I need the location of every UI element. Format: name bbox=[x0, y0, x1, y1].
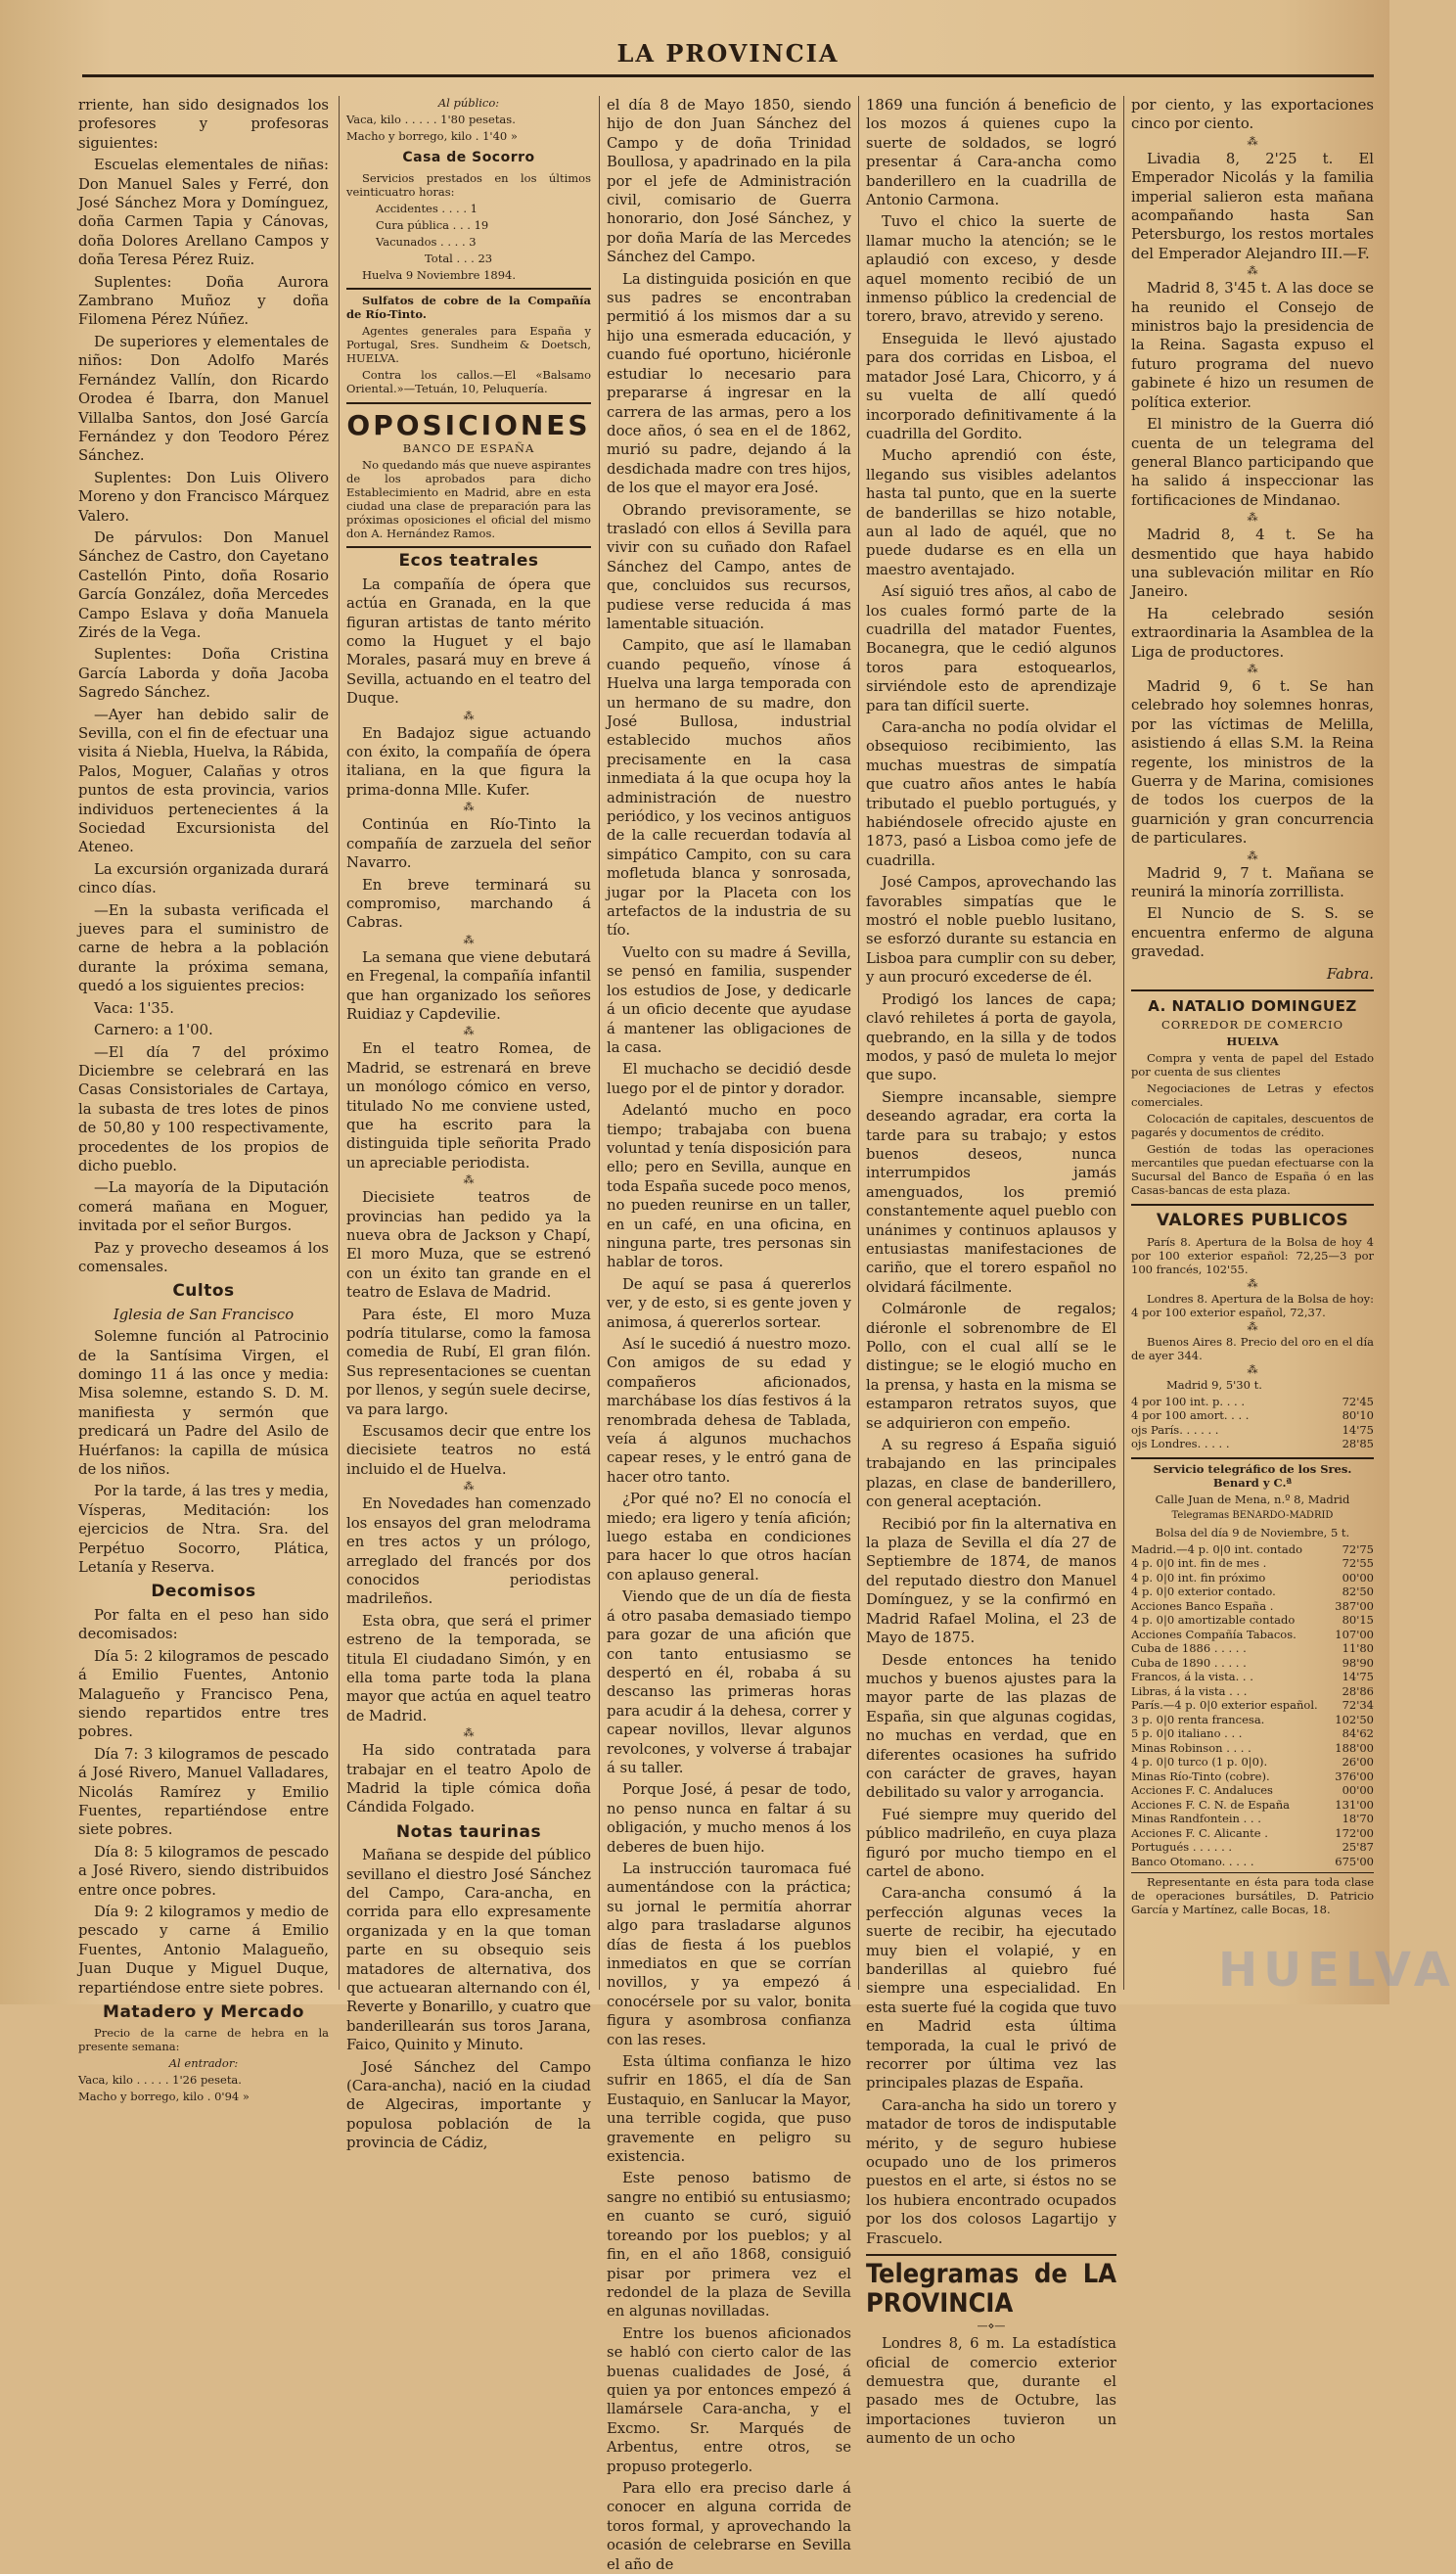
column-5 bbox=[1131, 96, 1374, 1990]
paragraph: Negociaciones de Letras y efectos comerciales. bbox=[1131, 1081, 1374, 1110]
table-row bbox=[1131, 1641, 1374, 1656]
price-line: Vaca, kilo . . . . . 1'26 peseta. bbox=[78, 2073, 242, 2088]
row-label: ojs París. . . . . . bbox=[1131, 1422, 1219, 1437]
paragraph: Contra los callos.—El «Balsamo Oriental.»—Tetuán, 10, Peluquería. bbox=[346, 368, 591, 396]
table-row bbox=[1131, 1741, 1374, 1756]
row-value: 28'85 bbox=[1342, 1437, 1374, 1451]
paragraph: Cara-ancha no podía olvidar el obsequioso recibimiento, las muchas muestras de simpatía que cuatro años antes le había tributado el pueblo portugués, y habiéndosele ofrecido ajuste en 1873, pasó a Lisboa como jefe de cuadrilla. bbox=[866, 719, 1116, 869]
paragraph: Suplentes: Doña Aurora Zambrano Muñoz y doña Filomena Pérez Núñez. bbox=[78, 273, 329, 329]
table-row bbox=[1131, 1684, 1374, 1699]
table-row bbox=[1131, 1437, 1374, 1451]
paragraph: De párvulos: Don Manuel Sánchez de Castro, don Cayetano Castellón Pinto, doña Rosario García González, doña Mercedes Campo Eslava y doña Manuela Zirés de la Vega. bbox=[78, 529, 329, 641]
column-rule bbox=[858, 96, 859, 1990]
quotes-table bbox=[1131, 1395, 1374, 1451]
separator-stars: ⁂ bbox=[463, 933, 475, 946]
price-line: Vaca, kilo . . . . . 1'80 pesetas. bbox=[346, 113, 516, 126]
row-value: 14'75 bbox=[1342, 1670, 1374, 1684]
row-value: 72'55 bbox=[1342, 1556, 1374, 1571]
section-heading: Matadero y Mercado bbox=[103, 2002, 304, 2022]
row-value: 00'00 bbox=[1342, 1783, 1374, 1798]
paragraph: Vaca: 1'35. bbox=[94, 999, 174, 1017]
paragraph: Buenos Aires 8. Precio del oro en el día de ayer 344. bbox=[1131, 1334, 1374, 1362]
paragraph: Al entrador: bbox=[168, 2056, 239, 2071]
row-value: 82'50 bbox=[1342, 1585, 1374, 1599]
column-rule bbox=[1123, 96, 1124, 1990]
separator-stars: ⁂ bbox=[463, 1726, 475, 1740]
separator-stars: ⁂ bbox=[463, 1173, 475, 1187]
paragraph: De superiores y elementales de niños: Don Adolfo Marés Fernández Vallín, don Ricardo Orodea é Ibarra, don Manuel Villalba Santos, don José García Fernández y don Teodoro Pérez Sánchez. bbox=[78, 333, 329, 465]
row-value: 26'00 bbox=[1342, 1755, 1374, 1770]
paragraph: Mañana se despide del público sevillano el diestro José Sánchez del Campo, Cara-ancha, en corrida para ello expresamente organizada y en la que toman parte en su obsequio seis matadores de alternativa, dos que actuearan alternando con él, Reverte y Bonarillo, y cuatro que banderillearán sus toros Jarana, Faico, Quinito y Minuto. bbox=[346, 1847, 591, 2054]
row-value: 131'00 bbox=[1335, 1797, 1374, 1812]
table-row bbox=[1131, 1840, 1374, 1855]
paragraph: Por la tarde, á las tres y media, Vísperas, Meditación: los ejercicios de Ntra. Sra. del Perpétuo Socorro, Plática, Letanía y Reserva. bbox=[78, 1483, 329, 1577]
paragraph: Viendo que de un día de fiesta á otro pasaba demasiado tiempo para gozar de una afición que con tanto entusiasmo se despertó en él, robaba á su descanso las primeras horas para acudir á la dehesa, correr y capear novillos, llevar algunos revolcones, y volverse á trabajar á su taller. bbox=[607, 1588, 851, 1776]
paragraph: Ha sido contratada para trabajar en el teatro Apolo de Madrid la tiple cómica doña Cándida Folgado. bbox=[346, 1742, 591, 1816]
paragraph: Esta última confianza le hizo sufrir en 1865, el día de San Eustaquio, en Sanlucar la Mayor, una terrible cogida, que puso gravemente en peligro su existencia. bbox=[607, 2053, 851, 2166]
table-row bbox=[1131, 1713, 1374, 1727]
section-heading: Casa de Socorro bbox=[402, 150, 535, 165]
row-label: Francos, á la vista. . . bbox=[1131, 1670, 1253, 1684]
stat-line: Accidentes . . . . 1 bbox=[376, 202, 478, 216]
paragraph: Prodigó los lances de capa; clavó rehiletes á porta de gayola, quebrando, en la silla y de todos modos, y pasó de muleta lo mejor que supo. bbox=[866, 990, 1116, 1084]
paragraph: 1869 una función á beneficio de los mozos á quienes cupo la suerte de soldados, se logró presentar á Cara-ancha como banderillero en la cuadrilla de Antonio Carmona. bbox=[866, 97, 1116, 209]
row-label: Cuba de 1886 . . . . . bbox=[1131, 1641, 1247, 1656]
separator-stars: ⁂ bbox=[1247, 662, 1258, 675]
separator-stars: ⁂ bbox=[1247, 849, 1258, 862]
column-4 bbox=[866, 96, 1116, 2448]
paragraph: Madrid 9, 5'30 t. bbox=[1166, 1377, 1262, 1392]
paragraph: De aquí se pasa á quererlos ver, y de esto, si es gente joven y animosa, á quererlos sortear. bbox=[607, 1275, 851, 1331]
advertisement-box bbox=[346, 288, 591, 404]
paragraph: Servicios prestados en los últimos veinticuatro horas: bbox=[346, 171, 591, 200]
separator-stars: ⁂ bbox=[1247, 134, 1258, 148]
table-row bbox=[1131, 1599, 1374, 1614]
row-value: 107'00 bbox=[1335, 1627, 1374, 1641]
paragraph: Diecisiete teatros de provincias han pedido ya la nueva obra de Jackson y Chapí, El moro Muza, que se estrenó con un éxito tan grande en el teatro de Eslava de Madrid. bbox=[346, 1189, 591, 1302]
paragraph: Desde entonces ha tenido muchos y buenos ajustes para la mayor parte de las plazas de España, sin que algunas cogidas, no muchas en verdad, que en diferentes ocasiones ha sufrido con carácter de graves, hayan debilitado su valor y arrogancia. bbox=[866, 1651, 1116, 1802]
paragraph: Para éste, El moro Muza podría titularse, como la famosa comedia de Rubí, El gran filón. Sus representaciones se cuentan por llenos, y según suele decirse, va para largo. bbox=[346, 1306, 591, 1418]
section-heading: Cultos bbox=[172, 1281, 235, 1302]
table-row bbox=[1131, 1613, 1374, 1628]
row-value: 172'00 bbox=[1335, 1825, 1374, 1840]
table-row bbox=[1131, 1556, 1374, 1571]
paragraph: Campito, que así le llamaban cuando pequeño, vínose á Huelva una larga temporada con un hermano de su madre, don José Bullosa, industrial establecido muchos años precisamente en la casa inmediata á la que ocupa hoy la administración de nuestro periódico, y los vecinos antiguos de la calle recuerdan todavía al simpático Campito, con su cara mofletuda blanca y sonrosada, jugar por la Placeta con los artefactos de la industria de su tío. bbox=[607, 637, 851, 940]
masthead-title: LA PROVINCIA bbox=[616, 39, 840, 68]
masthead-rule bbox=[82, 74, 1374, 77]
row-value: 11'80 bbox=[1342, 1641, 1374, 1656]
row-value: 72'75 bbox=[1342, 1541, 1374, 1556]
paragraph: José Sánchez del Campo (Cara-ancha), nació en la ciudad de Algeciras, importante y populosa población de la provincia de Cádiz, bbox=[346, 2058, 591, 2152]
row-label: 3 p. 0|0 renta francesa. bbox=[1131, 1712, 1265, 1726]
advertisement-box bbox=[1131, 989, 1374, 1206]
row-label: Minas Robinson . . . . bbox=[1131, 1740, 1251, 1755]
row-label: Minas Río-Tinto (cobre). bbox=[1131, 1769, 1270, 1783]
paragraph: Madrid 9, 6 t. Se han celebrado hoy solemnes honras, por las víctimas de Melilla, asistiendo á ellas S.M. la Reina regente, los ministros de la Guerra y de Marina, comisiones de todos los cuerpos de la guarnición y gran concurrencia de particulares. bbox=[1131, 677, 1374, 848]
table-row bbox=[1131, 1571, 1374, 1586]
row-label: Madrid.—4 p. 0|0 int. contado bbox=[1131, 1541, 1303, 1556]
paragraph: Escusamos decir que entre los diecisiete teatros no está incluido el de Huelva. bbox=[346, 1423, 591, 1478]
separator-stars: ⁂ bbox=[1247, 1276, 1258, 1290]
row-label: Acciones Compañía Tabacos. bbox=[1131, 1627, 1297, 1641]
stat-line: Vacunados . . . . 3 bbox=[376, 235, 477, 250]
separator-stars: ⁂ bbox=[463, 709, 475, 722]
paragraph: Solemne función al Patrocinio de la Santísima Virgen, el domingo 11 á las once y media: Misa solemne, estando S. D. M. manifiesta y sermón que predicará un Padre del Asilo de Huérfanos: la capilla de música de los niños. bbox=[78, 1328, 329, 1479]
column-3 bbox=[607, 96, 851, 2573]
paragraph: el día 8 de Mayo 1850, siendo hijo de don Juan Sánchez del Campo y de doña Trinidad Boullosa, y apadrinado en la pila por el jefe de Administración civil, comisario de Guerra honorario, don José Sánchez, y por doña María de las Mercedes Sánchez del Campo. bbox=[607, 97, 851, 266]
paragraph: Colmáronle de regalos; diéronle el sobrenombre de El Pollo, con el cual allí se le distingue; se le elogió mucho en la prensa, y hasta en la misma se estamparon retratos suyos, que se adquirieron con empeño. bbox=[866, 1301, 1116, 1432]
table-row bbox=[1131, 1855, 1374, 1869]
paragraph: por ciento, y las exportaciones cinco por ciento. bbox=[1131, 97, 1374, 133]
paragraph: A su regreso á España siguió trabajando en las principales plazas, en clase de banderillero, con general aceptación. bbox=[866, 1437, 1116, 1511]
row-label: Minas Randfontein . . . bbox=[1131, 1812, 1261, 1826]
telegram-header bbox=[866, 2254, 1116, 2331]
paragraph: Entre los buenos aficionados se habló con cierto calor de las buenas cualidades de José, á quien ya por entonces empezó á llamársele Cara-ancha, y el Excmo. Sr. Marqués de Arbentus, entre otros, se propuso protegerlo. bbox=[607, 2324, 851, 2475]
paragraph: El ministro de la Guerra dió cuenta de un telegrama del general Blanco participando que ha salido á inspeccionar las fortificaciones de Mindanao. bbox=[1131, 416, 1374, 509]
paragraph: Carnero: a 1'00. bbox=[94, 1022, 213, 1039]
paragraph: Escuelas elementales de niñas: Don Manuel Sales y Ferré, don José Sánchez Mora y Domínguez, doña Carmen Tapia y Cánovas, doña Dolores Arellano Campos y doña Teresa Pérez Ruiz. bbox=[78, 157, 329, 269]
paragraph: Recibió por fin la alternativa en la plaza de Sevilla el día 27 de Septiembre de 1874, de manos del reputado diestro don Manuel Domínguez, y se la confirmó en Madrid Rafael Molina, el 23 de Mayo de 1875. bbox=[866, 1515, 1116, 1647]
section-heading: VALORES PUBLICOS bbox=[1156, 1211, 1349, 1231]
separator-stars: ⁂ bbox=[1247, 1319, 1258, 1333]
paragraph: El Nuncio de S. S. se encuentra enfermo de alguna gravedad. bbox=[1131, 905, 1374, 961]
row-value: 188'00 bbox=[1335, 1740, 1374, 1755]
table-row bbox=[1131, 1812, 1374, 1826]
paragraph: Gestión de todas las operaciones mercantiles que puedan efectuarse con la Sucursal del Banco de España ó en las Casas-bancas de esta plaza. bbox=[1131, 1142, 1374, 1198]
separator-stars: ⁂ bbox=[463, 801, 475, 814]
table-row bbox=[1131, 1770, 1374, 1784]
paragraph: Fué siempre muy querido del público madrileño, en cuya plaza figuró por mucho tiempo en el cartel de abono. bbox=[866, 1806, 1116, 1880]
table-row bbox=[1131, 1395, 1374, 1409]
table-row bbox=[1131, 1698, 1374, 1713]
paragraph: Este penoso batismo de sangre no entibió su entusiasmo; en cuanto se curó, siguió toreando por los pueblos; y al fin, en el año 1868, consiguió pisar por primera vez el redondel de la plaza de Sevilla en algunas novilladas. bbox=[607, 2170, 851, 2321]
paragraph: Sulfatos de cobre de la Compañía de Río-Tinto. bbox=[346, 294, 591, 322]
row-label: 4 p. 0|0 amortizable contado bbox=[1131, 1613, 1296, 1628]
row-label: 4 p. 0|0 exterior contado. bbox=[1131, 1585, 1276, 1599]
paragraph: Londres 8. Apertura de la Bolsa de hoy: 4 por 100 exterior español, 72,37. bbox=[1131, 1291, 1374, 1319]
separator-stars: ⁂ bbox=[1247, 1362, 1258, 1376]
paragraph: La compañía de ópera que actúa en Granada, en la que figuran artistas de tanto mérito como la Huguet y el bajo Morales, pasará muy en breve á Sevilla, actuando en el teatro del Duque. bbox=[346, 575, 591, 708]
row-label: 4 p. 0|0 int. fin próximo bbox=[1131, 1570, 1266, 1585]
row-label: 4 por 100 int. p. . . . bbox=[1131, 1394, 1245, 1408]
paragraph: Día 9: 2 kilogramos y medio de pescado y carne á Emilio Fuentes, Antonio Malagueño, Juan Duque y Miguel Duque, repartiéndose entre siete pobres. bbox=[78, 1903, 329, 1997]
row-label: Acciones Banco España . bbox=[1131, 1598, 1274, 1613]
row-label: Portugués . . . . . . bbox=[1131, 1840, 1233, 1855]
paragraph: Porque José, á pesar de todo, no penso nunca en faltar á su obligación, y mucho menos á los deberes de buen hijo. bbox=[607, 1781, 851, 1856]
paragraph: ¿Por qué no? El no conocía el miedo; era ligero y tenía afición; luego estaba en condiciones para hacer lo que otros hacían con aplauso general. bbox=[607, 1491, 851, 1584]
paragraph: Continúa en Río-Tinto la compañía de zarzuela del señor Navarro. bbox=[346, 816, 591, 872]
row-value: 00'00 bbox=[1342, 1570, 1374, 1585]
bolsa-table bbox=[1131, 1542, 1374, 1869]
paragraph: Suplentes: Don Luis Olivero Moreno y don Francisco Márquez Valero. bbox=[78, 469, 329, 525]
paragraph: Ha celebrado sesión extraordinaria la Asamblea de la Liga de productores. bbox=[1131, 605, 1374, 661]
paragraph: La semana que viene debutará en Fregenal, la compañía infantil que han organizado los señores Ruidiaz y Capdevilie. bbox=[346, 948, 591, 1023]
row-value: 72'34 bbox=[1342, 1698, 1374, 1713]
subheading: Calle Juan de Mena, n.º 8, Madrid bbox=[1155, 1492, 1350, 1506]
subheading: Iglesia de San Francisco bbox=[113, 1306, 295, 1323]
price-line: Macho y borrego, kilo . 1'40 » bbox=[346, 129, 518, 143]
paragraph: Colocación de capitales, descuentos de pagarés y documentos de crédito. bbox=[1131, 1112, 1374, 1140]
row-value: 25'87 bbox=[1342, 1840, 1374, 1855]
subheading: BANCO DE ESPAÑA bbox=[402, 441, 535, 456]
paragraph: Huelva 9 Noviembre 1894. bbox=[362, 268, 517, 283]
row-value: 102'50 bbox=[1335, 1712, 1374, 1726]
row-value: 80'15 bbox=[1342, 1613, 1374, 1628]
oposiciones-heading: OPOSICIONES bbox=[346, 409, 591, 442]
row-label: Acciones F. C. Alicante . bbox=[1131, 1825, 1268, 1840]
column-rule bbox=[599, 96, 600, 1990]
paragraph: Mucho aprendió con éste, llegando sus visibles adelantos hasta tal punto, que en la suerte de banderillas se hizo notable, aun al lado de aquél, que no puede dudarse es en ella un maestro aventajado. bbox=[866, 447, 1116, 578]
table-row bbox=[1131, 1585, 1374, 1599]
row-value: 376'00 bbox=[1335, 1769, 1374, 1783]
paragraph: Precio de la carne de hebra en la presente semana: bbox=[78, 2026, 329, 2054]
paragraph: Así le sucedió á nuestro mozo. Con amigos de su edad y compañeros aficionados, marchábase los días festivos á la renombrada dehesa de Tablada, veía á algunos muchachos capear reses, y le entró gana de hacer otro tanto. bbox=[607, 1336, 851, 1486]
paragraph: Esta obra, que será el primer estreno de la temporada, se titula El ciudadano Simón, y en ella toma parte toda la plana mayor que actúa en aquel teatro de Madrid. bbox=[346, 1612, 591, 1724]
paragraph: Vuelto con su madre á Sevilla, se pensó en familia, suspender los estudios de Jose, y dedicarle á un oficio decente que ayudase á mantener las obligaciones de la casa. bbox=[607, 943, 851, 1056]
signature: Fabra. bbox=[1326, 965, 1374, 983]
paragraph: —Ayer han debido salir de Sevilla, con el fin de efectuar una visita á Niebla, Huelva, la Rábida, Palos, Moguer, Calañas y otros puntos de esta provincia, varios individuos pertenecientes á la Sociedad Excursionista del Ateneo. bbox=[78, 706, 329, 856]
row-label: 4 por 100 amort. . . . bbox=[1131, 1408, 1250, 1423]
paragraph: Obrando previsoramente, se trasladó con ellos á Sevilla para vivir con su cuñado don Rafael Sánchez del Campo, antes de que, concluidos sus recursos, pudiese verse reducida á mas lamentable situación. bbox=[607, 501, 851, 632]
row-value: 80'10 bbox=[1342, 1408, 1374, 1423]
paragraph: Cara-ancha consumó á la perfección algunas veces la suerte de recibir, ha ejecutado muy bien el volapié, y en banderillas al quiebro fué siempre una especialidad. En esta suerte fué la cogida que tuvo en Madrid esta última temporada, la cual le privó de recorrer por última vez las principales plazas de España. bbox=[866, 1885, 1116, 2092]
table-row bbox=[1131, 1798, 1374, 1813]
subheading: HUELVA bbox=[1226, 1034, 1279, 1049]
paragraph: Madrid 8, 4 t. Se ha desmentido que haya habido una sublevación militar en Río Janeiro. bbox=[1131, 527, 1374, 601]
paragraph: Así siguió tres años, al cabo de los cuales formó parte de la cuadrilla del matador Fuentes, Bocanegra, que le cedió algunos toros para estoquearlos, sirviéndole esto de aprendizaje para tan difícil suerte. bbox=[866, 583, 1116, 714]
row-label: 4 p. 0|0 int. fin de mes . bbox=[1131, 1556, 1267, 1571]
subheading: Bolsa del día 9 de Noviembre, 5 t. bbox=[1155, 1525, 1350, 1540]
row-label: París.—4 p. 0|0 exterior español. bbox=[1131, 1698, 1318, 1713]
paragraph: Día 5: 2 kilogramos de pescado á Emilio Fuentes, Antonio Malagueño y Francisco Pena, siendo repartidos entre tres pobres. bbox=[78, 1647, 329, 1741]
service-heading: Servicio telegráfico de los Sres. Benard y C.ª bbox=[1153, 1461, 1352, 1490]
table-row bbox=[1131, 1628, 1374, 1642]
paragraph: Siempre incansable, siempre deseando agradar, era corta la tarde para su trabajo; y estos buenos deseos, nunca interrumpidos jamás amenguados, los premió constantemente aquel pueblo con unánimes y continuos aplausos y entusiastas manifestaciones de cariño, que el torero español no olvidará fácilmente. bbox=[866, 1088, 1116, 1296]
paragraph: Al público: bbox=[437, 96, 500, 110]
row-value: 98'90 bbox=[1342, 1655, 1374, 1670]
table-row bbox=[1131, 1670, 1374, 1684]
row-value: 28'86 bbox=[1342, 1683, 1374, 1698]
table-row bbox=[1131, 1755, 1374, 1770]
stat-total: Total . . . 23 bbox=[425, 252, 493, 266]
paragraph: Representante en ésta para toda clase de operaciones bursátiles, D. Patricio García y Martínez, calle Bocas, 18. bbox=[1131, 1872, 1374, 1916]
paragraph: No quedando más que nueve aspirantes de los aprobados para dicho Establecimiento en Madrid, abre en esta ciudad una clase de preparación para las próximas oposiciones el oficial del mismo don A. Hernández Ramos. bbox=[346, 458, 591, 541]
separator-ornament: —⋄— bbox=[977, 2320, 1006, 2333]
stat-line: Cura pública . . . 19 bbox=[376, 218, 489, 233]
paragraph: Tuvo el chico la suerte de llamar mucho la atención; se le aplaudió con exceso, y desde aquel momento recibió de un inmenso público la credencial de torero, bravo, atrevido y sereno. bbox=[866, 213, 1116, 326]
service-header bbox=[1131, 1457, 1374, 1523]
row-value: 18'70 bbox=[1342, 1812, 1374, 1826]
section-heading: Decomisos bbox=[151, 1582, 256, 1602]
column-rule bbox=[339, 96, 340, 1990]
paragraph: Livadia 8, 2'25 t. El Emperador Nicolás y la familia imperial salieron esta mañana acompañando hasta San Petersburgo, los restos mortales del Emperador Alejandro III.—F. bbox=[1131, 150, 1374, 262]
advert-heading: A. NATALIO DOMINGUEZ bbox=[1148, 997, 1357, 1016]
separator-stars: ⁂ bbox=[1247, 264, 1258, 278]
paragraph: Adelantó mucho en poco tiempo; trabajaba con buena voluntad y tenía disposición para ello; pero en Sevilla, aunque en toda España sucede poco menos, no pueden reunirse en un taller, en un café, en una oficina, en ninguna parte, tres personas sin hablar de toros. bbox=[607, 1102, 851, 1271]
subheading: CORREDOR DE COMERCIO bbox=[1161, 1018, 1343, 1033]
table-row bbox=[1131, 1408, 1374, 1423]
paragraph: Paz y provecho deseamos á los comensales. bbox=[78, 1239, 329, 1275]
price-line: Macho y borrego, kilo . 0'94 » bbox=[78, 2090, 250, 2104]
separator-stars: ⁂ bbox=[463, 1480, 475, 1494]
paragraph: La excursión organizada durará cinco días. bbox=[78, 860, 329, 897]
row-label: 4 p. 0|0 turco (1 p. 0|0). bbox=[1131, 1755, 1268, 1770]
row-label: Acciones F. C. Andaluces bbox=[1131, 1783, 1273, 1798]
column-2 bbox=[346, 96, 591, 2152]
paragraph: Día 8: 5 kilogramos de pescado a José Rivero, siendo distribuidos entre once pobres. bbox=[78, 1843, 329, 1899]
table-row bbox=[1131, 1423, 1374, 1438]
paragraph: rriente, han sido designados los profesores y profesoras siguientes: bbox=[78, 97, 329, 152]
row-label: Acciones F. C. N. de España bbox=[1131, 1797, 1290, 1812]
row-value: 84'62 bbox=[1342, 1726, 1374, 1741]
section-heading: Ecos teatrales bbox=[346, 546, 591, 571]
table-row bbox=[1131, 1542, 1374, 1557]
paragraph: —En la subasta verificada el jueves para el suministro de carne de hebra a la población durante la próxima semana, quedó a los siguientes precios: bbox=[78, 901, 329, 995]
table-row bbox=[1131, 1826, 1374, 1841]
paragraph: Londres 8, 6 m. La estadística oficial de comercio exterior demuestra que, durante el pasado mes de Octubre, las importaciones tuvieron un aumento de un ocho bbox=[866, 2335, 1116, 2448]
row-value: 387'00 bbox=[1335, 1598, 1374, 1613]
subheading: Telegramas BENARDO-MADRID bbox=[1171, 1509, 1334, 1521]
paragraph: La instrucción tauromaca fué aumentándose con la práctica; su jornal le permitía ahorrar algo para trasladarse algunos días de fiesta á los pueblos inmediatos en que se corrían novillos, y ya empezó á conocérsele por su valor, bonita figura y asombrosa confianza con las reses. bbox=[607, 1860, 851, 2048]
row-value: 14'75 bbox=[1342, 1422, 1374, 1437]
paragraph: En Badajoz sigue actuando con éxito, la compañía de ópera italiana, en la que figura la prima-donna Mlle. Kufer. bbox=[346, 724, 591, 799]
row-value: 72'45 bbox=[1342, 1394, 1374, 1408]
paragraph: Madrid 9, 7 t. Mañana se reunirá la minoría zorrillista. bbox=[1131, 864, 1374, 901]
column-1 bbox=[78, 96, 329, 2104]
row-label: ojs Londres. . . . . bbox=[1131, 1437, 1230, 1451]
paragraph: París 8. Apertura de la Bolsa de hoy 4 por 100 exterior español: 72,25—3 por 100 francés, 102'55. bbox=[1131, 1234, 1374, 1276]
paragraph: Para ello era preciso darle á conocer en alguna corrida de toros formal, y aprovechando la ocasión de celebrarse en Sevilla el año de bbox=[607, 2479, 851, 2573]
paragraph: Compra y venta de papel del Estado por cuenta de sus clientes bbox=[1131, 1051, 1374, 1080]
paragraph: Agentes generales para España y Portugal, Sres. Sundheim & Doetsch, HUELVA. bbox=[346, 324, 591, 366]
section-heading: Notas taurinas bbox=[395, 1821, 542, 1842]
separator-stars: ⁂ bbox=[1247, 511, 1258, 525]
watermark-logo: HUELVA bbox=[1218, 1943, 1456, 1998]
paragraph: José Campos, aprovechando las favorables simpatías que le mostró el noble pueblo lusitano, se esforzó durante su estancia en Lisboa para cumplir con su deber, y aun procuró excederse de él. bbox=[866, 874, 1116, 987]
paragraph: —El día 7 del próximo Diciembre se celebrará en las Casas Consistoriales de Cartaya, la subasta de tres lotes de pinos de 50,80 y 100 respectivamente, procedentes de los propios de dicho pueblo. bbox=[78, 1043, 329, 1174]
paragraph: Madrid 8, 3'45 t. A las doce se ha reunido el Consejo de ministros bajo la presidencia de la Reina. Sagasta expuso el futuro programa del nuevo gabinete é hizo un resumen de política exterior. bbox=[1131, 280, 1374, 411]
row-value: 675'00 bbox=[1335, 1854, 1374, 1868]
row-label: Cuba de 1890 . . . . . bbox=[1131, 1655, 1247, 1670]
paragraph: Día 7: 3 kilogramos de pescado á José Rivero, Manuel Valladares, Nicolás Ramírez y Emilio Fuentes, repartiéndose entre siete pobres. bbox=[78, 1745, 329, 1839]
paragraph: Enseguida le llevó ajustado para dos corridas en Lisboa, el matador José Lara, Chicorro, y á su vuelta de allí quedó incorporado definitivamente á la cuadrilla del Gordito. bbox=[866, 330, 1116, 442]
paragraph: Cara-ancha ha sido un torero y matador de toros de indisputable mérito, y de seguro hubiese ocupado uno de los primeros puestos en el arte, si éstos no se los hubiera encontrado ocupados por los dos colosos Lagartijo y Frascuelo. bbox=[866, 2096, 1116, 2247]
table-row bbox=[1131, 1783, 1374, 1798]
telegrams-heading: Telegramas de LA PROVINCIA bbox=[866, 2259, 1116, 2320]
paragraph: La distinguida posición en que sus padres se encontraban permitió á los mismos dar a su hijo una esmerada educación, y cuando fué oportuno, hiciéronle estudiar lo necesario para prepararse á ingresar en la carrera de las armas, pero a los doce años, ó sea en el de 1862, murió su padre, dejando á la desdichada madre con tres hijos, de los que el mayor era José. bbox=[607, 270, 851, 497]
paragraph: Por falta en el peso han sido decomisados: bbox=[78, 1606, 329, 1643]
table-row bbox=[1131, 1726, 1374, 1741]
paragraph: En breve terminará su compromiso, marchando á Cabras. bbox=[346, 876, 591, 932]
table-row bbox=[1131, 1656, 1374, 1671]
paragraph: En Novedades han comenzado los ensayos del gran melodrama en tres actos y un prólogo, arreglado del francés por dos conocidos periodistas madrileños. bbox=[346, 1495, 591, 1608]
separator-stars: ⁂ bbox=[463, 1025, 475, 1038]
row-label: Banco Otomano. . . . . bbox=[1131, 1854, 1254, 1868]
paragraph: Suplentes: Doña Cristina García Laborda y doña Jacoba Sagredo Sánchez. bbox=[78, 646, 329, 702]
row-label: 5 p. 0|0 italiano . . . bbox=[1131, 1726, 1243, 1741]
paragraph: El muchacho se decidió desde luego por el de pintor y dorador. bbox=[607, 1061, 851, 1097]
row-label: Libras, á la vista . . . bbox=[1131, 1683, 1248, 1698]
paragraph: En el teatro Romea, de Madrid, se estrenará en breve un monólogo cómico en verso, titulado No me conviene usted, que ha escrito para la distinguida tiple señorita Prado un apreciable periodista. bbox=[346, 1040, 591, 1172]
paragraph: —La mayoría de la Diputación comerá mañana en Moguer, invitada por el señor Burgos. bbox=[78, 1179, 329, 1235]
